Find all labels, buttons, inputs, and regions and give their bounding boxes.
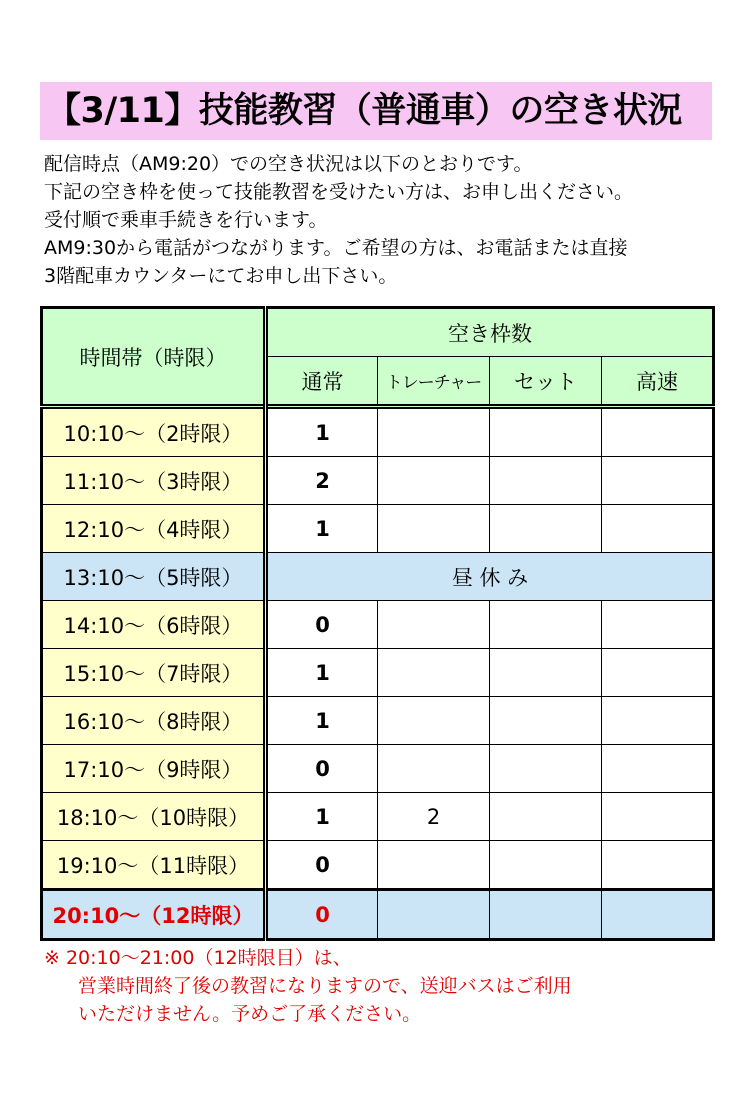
set-count-cell <box>490 505 602 553</box>
trainer-count-cell <box>378 457 490 505</box>
intro-line: 配信時点（AM9:20）での空き状況は以下のとおりです。 <box>44 153 533 175</box>
time-slot-cell: 13:10～（5時限） <box>42 553 266 601</box>
normal-count-cell: 1 <box>266 649 378 697</box>
table-row <box>42 553 714 601</box>
set-count-cell <box>490 697 602 745</box>
table-row <box>42 649 714 697</box>
time-slot-cell: 18:10～（10時限） <box>42 793 266 841</box>
notice-line: 営業時間終了後の教習になりますので、送迎バスはご利用 <box>78 975 572 997</box>
header-period: 時間帯（時限） <box>42 308 266 407</box>
normal-count-cell: 2 <box>266 457 378 505</box>
table-row <box>42 793 714 841</box>
intro-text <box>44 150 724 290</box>
highway-count-cell <box>602 649 714 697</box>
trainer-count-cell <box>378 407 490 457</box>
notice-text <box>44 944 724 1028</box>
table-row <box>42 745 714 793</box>
time-slot-cell: 11:10～（3時限） <box>42 457 266 505</box>
normal-count-cell: 0 <box>266 890 378 940</box>
time-slot-cell: 15:10～（7時限） <box>42 649 266 697</box>
normal-count-cell: 0 <box>266 745 378 793</box>
highway-count-cell <box>602 745 714 793</box>
table-row <box>42 697 714 745</box>
normal-count-cell: 1 <box>266 505 378 553</box>
time-slot-cell: 17:10～（9時限） <box>42 745 266 793</box>
notice-line: いただけません。予めご了承ください。 <box>78 1003 422 1025</box>
set-count-cell <box>490 457 602 505</box>
set-count-cell <box>490 601 602 649</box>
trainer-count-cell <box>378 505 490 553</box>
highway-count-cell <box>602 505 714 553</box>
table-row <box>42 841 714 890</box>
highway-count-cell <box>602 407 714 457</box>
highway-count-cell <box>602 890 714 940</box>
highway-count-cell <box>602 697 714 745</box>
table-row <box>42 505 714 553</box>
time-slot-cell: 12:10～（4時限） <box>42 505 266 553</box>
normal-count-cell: 1 <box>266 793 378 841</box>
intro-line: 3階配車カウンターにてお申し出下さい。 <box>44 265 398 287</box>
trainer-count-cell <box>378 697 490 745</box>
set-count-cell <box>490 793 602 841</box>
trainer-count-cell <box>378 649 490 697</box>
column-header-set: セット <box>490 357 602 407</box>
column-header-trainer: トレーチャー <box>378 357 490 407</box>
table-row <box>42 601 714 649</box>
page-title: 【3/11】技能教習（普通車）の空き状況 <box>40 82 712 140</box>
intro-line: 下記の空き枠を使って技能教習を受けたい方は、お申し出ください。 <box>44 181 634 203</box>
header-slots: 空き枠数 <box>266 308 714 357</box>
highway-count-cell <box>602 457 714 505</box>
column-header-normal: 通常 <box>266 357 378 407</box>
time-slot-cell: 19:10～（11時限） <box>42 841 266 890</box>
normal-count-cell: 1 <box>266 697 378 745</box>
set-count-cell <box>490 745 602 793</box>
time-slot-cell: 10:10～（2時限） <box>42 407 266 457</box>
column-header-highway: 高速 <box>602 357 714 407</box>
lunch-break-cell: 昼 休 み <box>266 553 714 601</box>
highway-count-cell <box>602 793 714 841</box>
trainer-count-cell <box>378 890 490 940</box>
time-slot-cell: 20:10～（12時限） <box>42 890 266 940</box>
trainer-count-cell <box>378 841 490 890</box>
trainer-count-cell <box>378 745 490 793</box>
table-row <box>42 407 714 457</box>
trainer-count-cell: 2 <box>378 793 490 841</box>
time-slot-cell: 16:10～（8時限） <box>42 697 266 745</box>
set-count-cell <box>490 890 602 940</box>
trainer-count-cell <box>378 601 490 649</box>
set-count-cell <box>490 407 602 457</box>
normal-count-cell: 1 <box>266 407 378 457</box>
normal-count-cell: 0 <box>266 841 378 890</box>
intro-line: 受付順で乗車手続きを行います。 <box>44 209 328 231</box>
intro-line: AM9:30から電話がつながります。ご希望の方は、お電話または直接 <box>44 237 628 259</box>
table-row <box>42 890 714 940</box>
time-slot-cell: 14:10～（6時限） <box>42 601 266 649</box>
set-count-cell <box>490 649 602 697</box>
notice-line: ※ 20:10～21:00（12時限目）は、 <box>44 947 352 969</box>
table-row <box>42 457 714 505</box>
set-count-cell <box>490 841 602 890</box>
normal-count-cell: 0 <box>266 601 378 649</box>
availability-table <box>40 306 715 941</box>
highway-count-cell <box>602 601 714 649</box>
highway-count-cell <box>602 841 714 890</box>
